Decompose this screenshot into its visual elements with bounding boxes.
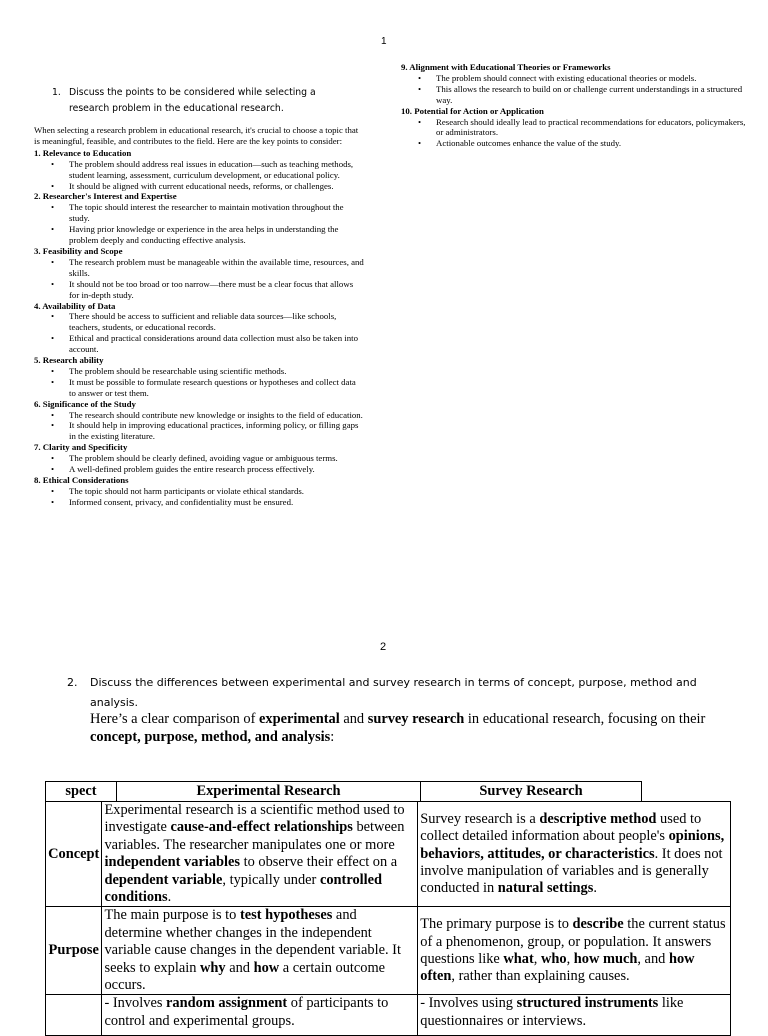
bullet-item: • There should be access to sufficient and reliable data sources—like schools, teachers, students, or educational records. bbox=[34, 311, 364, 333]
section bbox=[34, 475, 364, 508]
cell-experimental bbox=[102, 995, 418, 1036]
section-heading: 3. Feasibility and Scope bbox=[34, 245, 123, 256]
cell-text: . bbox=[167, 889, 172, 906]
answer-1-column-left bbox=[34, 125, 364, 508]
bullet-item: • It must be possible to formulate research questions or hypotheses and collect data to answer or test them. bbox=[34, 377, 364, 399]
section-heading: 2. Researcher's Interest and Expertise bbox=[34, 191, 177, 202]
section-heading: 4. Availability of Data bbox=[34, 300, 116, 311]
cell-text: to observe their effect on a bbox=[240, 854, 398, 871]
question-text: Discuss the differences between experimental and survey research in terms of concept, purpose, method and analysis. bbox=[90, 676, 697, 709]
cell-survey bbox=[418, 995, 731, 1036]
bullet-item: • Actionable outcomes enhance the value of the study. bbox=[401, 138, 746, 149]
cell-text: and determine whether changes in the independent variable cause changes in the dependent variable. It seeks to explain bbox=[104, 907, 401, 976]
cell-bold: dependent variable bbox=[104, 871, 223, 888]
table-row-purpose bbox=[46, 907, 731, 995]
cell-bold: structured instruments bbox=[516, 995, 659, 1012]
cell-text: between variables. The researcher manipulates one or more bbox=[104, 819, 405, 853]
bullet-item: • The research should contribute new knowledge or insights to the field of education. bbox=[34, 410, 364, 421]
cell-bold: why bbox=[200, 959, 226, 976]
cell-bold: descriptive method bbox=[539, 810, 657, 827]
bullet-item: • Having prior knowledge or experience in the area helps in understanding the problem deeply and conducting effective analysis. bbox=[34, 224, 364, 246]
section-heading: 7. Clarity and Specificity bbox=[34, 442, 128, 453]
cell-survey bbox=[418, 907, 731, 995]
section bbox=[34, 442, 364, 475]
bullet-item: • Research should ideally lead to practical recommendations for educators, policymakers, or administrators. bbox=[401, 117, 746, 139]
cell-survey bbox=[418, 802, 731, 907]
bullet-list bbox=[401, 73, 746, 106]
cell-text: The main purpose is to bbox=[104, 907, 240, 924]
cell-text: . It does not involve manipulation of variables and is generally conducted in bbox=[420, 845, 723, 897]
bullet-item: • The problem should be researchable using scientific methods. bbox=[34, 366, 364, 377]
cell-text: and bbox=[225, 959, 254, 976]
cell-bold: controlled conditions bbox=[104, 871, 383, 906]
bullet-list bbox=[34, 453, 364, 475]
cell-text: , typically under bbox=[222, 871, 320, 888]
comparison-table-header bbox=[45, 781, 642, 802]
section bbox=[34, 301, 364, 356]
cell-text: the current status of a phenomenon, group, or population. It answers questions like bbox=[420, 916, 726, 967]
section bbox=[401, 106, 746, 150]
cell-bold: how much bbox=[573, 950, 638, 967]
bullet-list bbox=[34, 486, 364, 508]
header-cell-aspect: spect bbox=[46, 782, 117, 802]
bullet-item: • The research problem must be manageable within the available time, resources, and skills. bbox=[34, 257, 364, 279]
question-number: 1. bbox=[52, 87, 61, 98]
bullet-list bbox=[34, 257, 364, 301]
header-cell-experimental: Experimental Research bbox=[117, 782, 421, 802]
intro-bold: experimental bbox=[259, 711, 340, 727]
cell-text: The primary purpose is to bbox=[420, 916, 573, 933]
cell-bold: what bbox=[503, 950, 534, 967]
question-text: Discuss the points to be considered while selecting a research problem in the educational research. bbox=[69, 87, 316, 114]
bullet-item: • Informed consent, privacy, and confidentiality must be ensured. bbox=[34, 497, 364, 508]
bullet-item: • The problem should be clearly defined, avoiding vague or ambiguous terms. bbox=[34, 453, 364, 464]
cell-text: used to collect detailed information about people's bbox=[420, 810, 702, 845]
intro-text: and bbox=[339, 711, 368, 727]
section bbox=[401, 62, 746, 106]
cell-text: . bbox=[593, 880, 597, 897]
bullet-item: • This allows the research to build on or challenge current understandings in a structured way. bbox=[401, 84, 746, 106]
page-number: 1 bbox=[381, 36, 387, 47]
bullet-list bbox=[34, 159, 364, 192]
cell-bold: how often bbox=[420, 950, 695, 985]
cell-bold: who bbox=[540, 950, 567, 967]
section bbox=[34, 399, 364, 443]
bullet-item: • It should be aligned with current educational needs, reforms, or challenges. bbox=[34, 181, 364, 192]
bullet-item: • The problem should connect with existing educational theories or models. bbox=[401, 73, 746, 84]
intro-text: Here’s a clear comparison of bbox=[90, 711, 260, 727]
bullet-list bbox=[34, 311, 364, 355]
cell-experimental bbox=[102, 907, 418, 995]
cell-bold: how bbox=[253, 959, 280, 976]
section bbox=[34, 191, 364, 246]
cell-text: , rather than explaining causes. bbox=[451, 968, 630, 985]
question-1 bbox=[52, 85, 352, 117]
question-number: 2. bbox=[67, 676, 78, 689]
cell-bold: opinions, behaviors, attitudes, or characteristics bbox=[420, 828, 725, 862]
table-row-concept bbox=[46, 802, 731, 907]
cell-text: of participants to control and experimental groups. bbox=[104, 995, 389, 1029]
cell-text: - Involves bbox=[104, 995, 167, 1012]
cell-text: a certain outcome occurs. bbox=[104, 959, 386, 994]
answer-1-column-right bbox=[401, 62, 746, 149]
table-row-method bbox=[46, 995, 731, 1036]
bullet-list bbox=[34, 202, 364, 246]
bullet-item: • Ethical and practical considerations around data collection must also be taken into account. bbox=[34, 333, 364, 355]
cell-text: , bbox=[566, 950, 574, 967]
section-heading: 1. Relevance to Education bbox=[34, 147, 132, 158]
cell-bold: independent variables bbox=[104, 854, 241, 871]
header-cell-survey: Survey Research bbox=[421, 782, 642, 802]
intro-text: in educational research, focusing on their bbox=[464, 711, 706, 727]
bullet-item: • A well-defined problem guides the entire research process effectively. bbox=[34, 464, 364, 475]
row-label bbox=[46, 995, 102, 1036]
intro-text: : bbox=[330, 729, 335, 745]
bullet-item: • It should help in improving educational practices, informing policy, or filling gaps in the existing literature. bbox=[34, 420, 364, 442]
bullet-list bbox=[401, 117, 746, 150]
section-heading: 10. Potential for Action or Application bbox=[401, 105, 544, 116]
comparison-table bbox=[45, 801, 731, 1036]
cell-text: - Involves using bbox=[420, 995, 517, 1012]
row-label: Purpose bbox=[46, 907, 102, 995]
cell-text: , bbox=[533, 950, 541, 967]
cell-text: Survey research is a bbox=[420, 810, 540, 827]
question-2 bbox=[67, 673, 717, 713]
answer-intro: When selecting a research problem in educational research, it's crucial to choose a topic that is meaningful, feasible, and contributes to the field. Here are the key points to consider: bbox=[34, 125, 359, 146]
cell-text: , and bbox=[637, 950, 669, 967]
cell-experimental bbox=[102, 802, 418, 907]
cell-bold: natural settings bbox=[497, 880, 594, 897]
section-heading: 6. Significance of the Study bbox=[34, 398, 136, 409]
intro-bold: survey research bbox=[367, 711, 465, 727]
section bbox=[34, 148, 364, 192]
row-label: Concept bbox=[46, 802, 102, 907]
cell-bold: describe bbox=[572, 916, 624, 933]
bullet-item: • The topic should interest the researcher to maintain motivation throughout the study. bbox=[34, 202, 364, 224]
bullet-item: • The problem should address real issues in education—such as teaching methods, student learning, assessment, curriculum development, or educational policy. bbox=[34, 159, 364, 181]
bullet-item: • The topic should not harm participants or violate ethical standards. bbox=[34, 486, 364, 497]
cell-text: like questionnaires or interviews. bbox=[420, 995, 684, 1029]
bullet-list bbox=[34, 366, 364, 399]
section-heading: 8. Ethical Considerations bbox=[34, 475, 129, 485]
bullet-list bbox=[34, 410, 364, 443]
answer-2-intro bbox=[90, 710, 720, 746]
section bbox=[34, 355, 364, 399]
header-row bbox=[46, 782, 642, 802]
cell-text: Experimental research is a scientific method used to investigate bbox=[104, 802, 405, 836]
section-heading: 9. Alignment with Educational Theories or Frameworks bbox=[401, 62, 611, 72]
intro-bold: concept, purpose, method, and analysis bbox=[90, 729, 331, 745]
cell-bold: random assignment bbox=[166, 995, 288, 1012]
cell-bold: test hypotheses bbox=[239, 907, 333, 924]
section bbox=[34, 246, 364, 301]
cell-bold: cause-and-effect relationships bbox=[170, 819, 353, 836]
section-heading: 5. Research ability bbox=[34, 355, 104, 366]
page-number: 2 bbox=[380, 641, 387, 653]
bullet-item: • It should not be too broad or too narrow—there must be a clear focus that allows for in-depth study. bbox=[34, 279, 364, 301]
